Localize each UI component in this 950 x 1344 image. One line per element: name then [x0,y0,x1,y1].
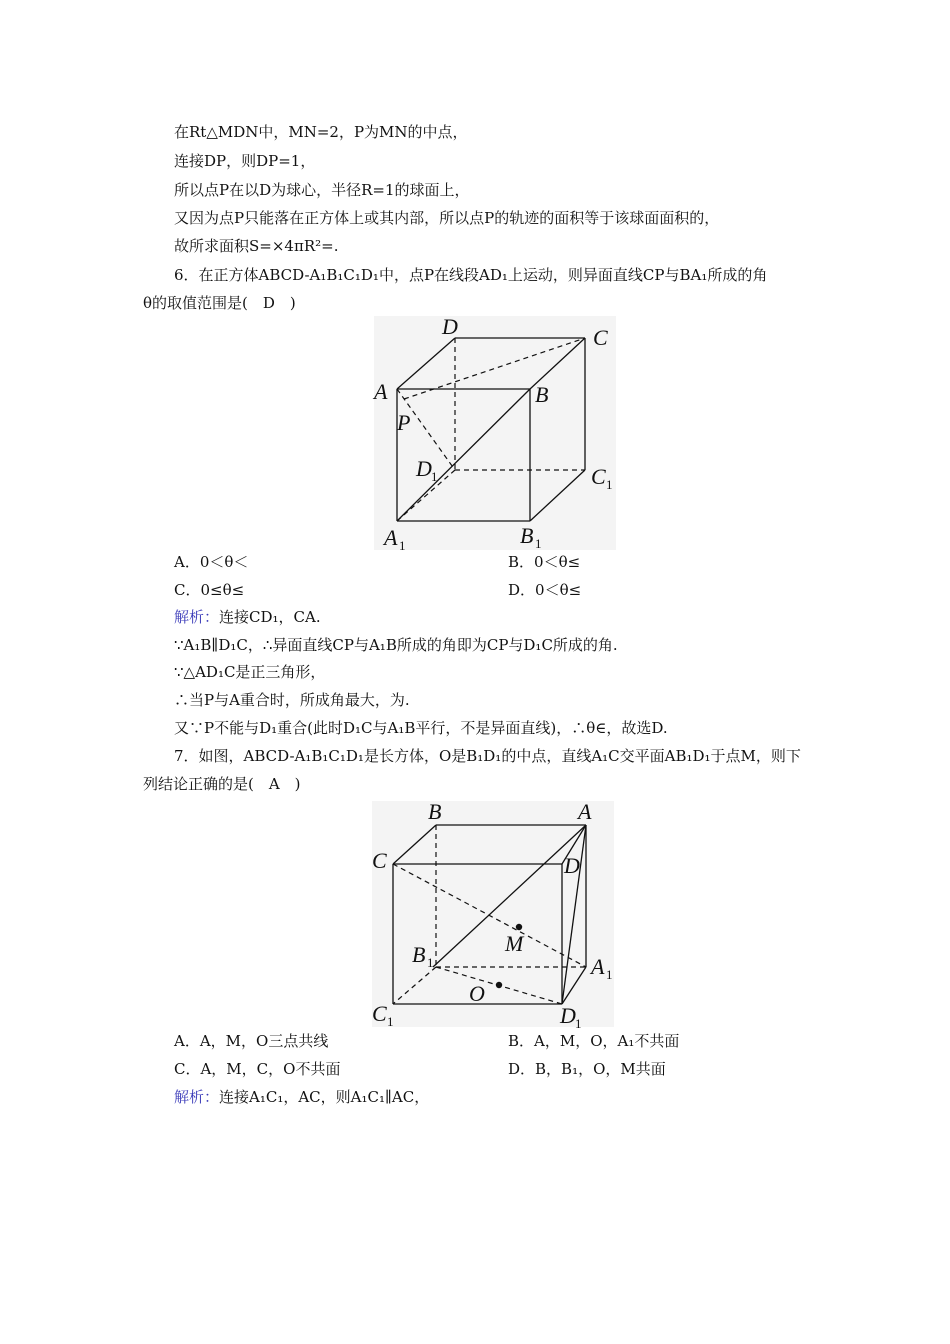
q6-label-C1-subscript: 1 [606,477,613,492]
q7-label-B1: B [412,942,426,967]
q6-jiexi-line-4: ∴当P与A重合时，所成角最大，为. [174,691,410,709]
q7-stem-line-1: 7．如图，ABCD-A₁B₁C₁D₁是长方体，O是B₁D₁的中点，直线A₁C交平面AB₁D₁于点M，则下 [174,747,801,765]
q6-option-d: D．0＜θ≤ [508,581,582,599]
q7-label-D1-subscript: 1 [575,1016,582,1031]
q7-label-A: A [578,799,592,824]
q7-label-B1-subscript: 1 [427,955,434,970]
q7-option-b: B．A，M，O，A₁不共面 [508,1032,680,1050]
q6-label-A: A [374,379,388,404]
q6-jiexi-line-2: ∵A₁B∥D₁C，∴异面直线CP与A₁B所成的角即为CP与D₁C所成的角. [174,636,618,654]
q7-label-C1: C [372,1001,387,1026]
q6-stem-line-1: 6．在正方体ABCD-A₁B₁C₁D₁中，点P在线段AD₁上运动，则异面直线CP与BA₁所成的角 [174,266,768,284]
q7-label-M: M [505,931,524,956]
q7-point-M [516,924,522,930]
q7-option-d: D．B，B₁，O，M共面 [508,1060,666,1078]
q7-stem-line-2: 列结论正确的是( A ) [143,775,301,793]
q7-label-B: B [428,799,442,824]
q6-label-A1-subscript: 1 [399,538,406,553]
solution5-line-2: 连接DP，则DP=1， [174,152,316,170]
q6-label-C1: C [591,464,606,489]
q7-label-O: O [469,981,485,1006]
q6-label-D1-subscript: 1 [431,469,438,484]
q6-label-P: P [397,410,411,435]
solution5-line-1: 在Rt△MDN中，MN=2，P为MN的中点， [174,123,468,141]
q7-jiexi-label: 解析： [174,1088,220,1106]
q6-cube-figure [370,314,620,554]
q7-label-A1-subscript: 1 [606,967,613,982]
q7-label-D1: D [560,1003,576,1028]
q6-jiexi-line-5: 又∵P不能与D₁重合(此时D₁C与A₁B平行，不是异面直线)，∴θ∈，故选D. [174,719,668,737]
q6-stem-line-2: θ的取值范围是( D ) [143,294,296,312]
q7-label-C1-subscript: 1 [387,1014,394,1029]
q7-point-O [496,982,502,988]
solution5-line-4: 又因为点P只能落在正方体上或其内部，所以点P的轨迹的面积等于该球面面积的， [174,209,720,227]
q6-jiexi-first: 连接CD₁，CA. [219,608,321,626]
q6-label-B1: B [520,523,534,548]
q7-label-D: D [564,853,580,878]
q7-option-c: C．A，M，C，O不共面 [174,1060,341,1078]
q6-jiexi-line-3: ∵△AD₁C是正三角形， [174,663,326,681]
q6-label-D1: D [416,456,432,481]
solution5-line-3: 所以点P在以D为球心，半径R=1的球面上， [174,181,470,199]
q7-figure-background [372,801,614,1027]
q6-label-B1-subscript: 1 [535,536,542,551]
q6-option-b: B．0＜θ≤ [508,553,581,571]
q7-label-A1: A [591,954,605,979]
q6-jiexi-label: 解析： [174,608,220,626]
q6-label-D: D [442,314,458,339]
q7-jiexi-line-1 [174,1087,429,1107]
solution5-line-5: 故所求面积S=×4πR²=. [174,237,339,255]
q6-option-c: C．0≤θ≤ [174,581,245,599]
q6-option-a: A．0＜θ＜ [174,553,249,571]
q6-label-A1: A [384,525,398,550]
q7-cuboid-figure [368,797,618,1033]
q7-option-a: A．A，M，O三点共线 [174,1032,329,1050]
q6-jiexi-line-1 [174,607,321,627]
q7-jiexi-first: 连接A₁C₁，AC，则A₁C₁∥AC， [219,1088,430,1106]
q6-label-B: B [535,382,549,407]
q7-label-C: C [372,848,387,873]
q6-label-C: C [593,325,608,350]
